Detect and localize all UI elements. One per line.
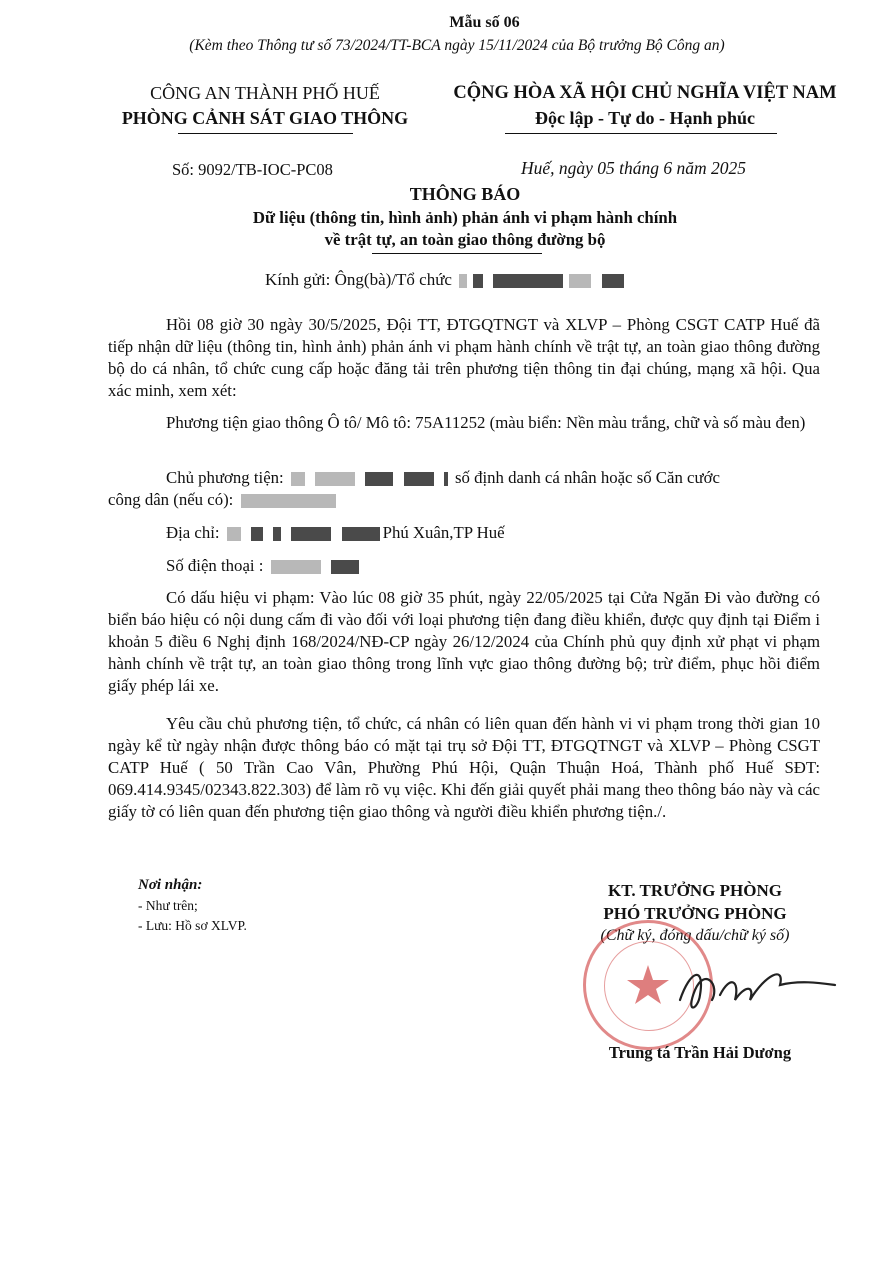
- document-number: Số: 9092/TB-IOC-PC08: [172, 160, 333, 179]
- signer-name: Trung tá Trần Hải Dương: [608, 1043, 792, 1062]
- address-line: Địa chỉ: Phú Xuân,TP Huế: [166, 523, 505, 542]
- sign-title-1: KT. TRƯỞNG PHÒNG: [608, 881, 782, 900]
- nation-motto: Độc lập - Tự do - Hạnh phúc: [534, 108, 756, 128]
- title-underline: [372, 253, 542, 254]
- paragraph-intake: Hồi 08 giờ 30 ngày 30/5/2025, Đội TT, ĐTGQTNGT và XLVP – Phòng CSGT CATP Huế đã tiếp nhận dữ liệu (thông tin, hình ảnh) phản ánh vi phạm hành chính về trật tự, an toàn giao thông đường bộ do cá nhân, tổ chức cung cấp hoặc đăng tải trên phương tiện thông tin đại chúng, mạng xã hội. Qua xác minh, xem xét:: [108, 315, 820, 400]
- recipient-line: Kính gửi: Ông(bà)/Tổ chức: [265, 270, 627, 290]
- owner-id-line: công dân (nếu có):: [108, 490, 339, 510]
- document-title: THÔNG BÁO: [409, 184, 521, 204]
- nation-title: CỘNG HÒA XÃ HỘI CHỦ NGHĨA VIỆT NAM: [453, 83, 837, 103]
- recipients-title: Nơi nhận:: [138, 877, 203, 893]
- org-department: PHÒNG CẢNH SÁT GIAO THÔNG: [121, 108, 409, 128]
- signature: [650, 955, 840, 1025]
- sign-title-2: PHÓ TRƯỞNG PHÒNG: [603, 904, 787, 923]
- form-reference: (Kèm theo Thông tư số 73/2024/TT-BCA ngày 15/11/2024 của Bộ trưởng Bộ Công an): [189, 37, 725, 54]
- place-date: Huế, ngày 05 tháng 6 năm 2025: [521, 158, 747, 178]
- org-name: CÔNG AN THÀNH PHỐ HUẾ: [150, 83, 380, 103]
- recipient-item-2: - Lưu: Hồ sơ XLVP.: [138, 918, 247, 933]
- owner-line: Chủ phương tiện: số định danh cá nhân hoặc số Căn cước: [166, 468, 720, 487]
- sign-note: (Chữ ký, đóng dấu/chữ ký số): [600, 927, 790, 944]
- paragraph-request: Yêu cầu chủ phương tiện, tổ chức, cá nhân có liên quan đến hành vi vi phạm trong thời gian 10 ngày kể từ ngày nhận được thông báo có mặt tại trụ sở Đội TT, ĐTGQTNGT và XLVP – Phòng CSGT CATP Huế ( 50 Trần Cao Vân, Phường Phú Hội, Quận Thuận Hoá, Thành phố Huế SĐT: 069.414.9345/02343.822.303) để làm rõ vụ việc. Khi đến giải quyết phải mang theo thông báo này và các giấy tờ có liên quan đến phương tiện giao thông và người điều khiển phương tiện./.: [108, 714, 820, 821]
- document-subtitle-2: về trật tự, an toàn giao thông đường bộ: [324, 230, 606, 249]
- form-number: Mẫu số 06: [449, 14, 520, 31]
- phone-line: Số điện thoại :: [166, 556, 362, 576]
- paragraph-violation: Có dấu hiệu vi phạm: Vào lúc 08 giờ 35 phút, ngày 22/05/2025 tại Cửa Ngăn Đi vào đường có biển báo hiệu có nội dung cấm đi vào đối với loại phương tiện đang điều khiển, được quy định tại Điểm i khoản 5 điều 6 Nghị định 168/2024/NĐ-CP ngày 26/12/2024 của Chính phủ quy định xử phạt vi phạm hành chính về trật tự, an toàn giao thông trong lĩnh vực giao thông đường bộ; trừ điểm, phục hồi điểm giấy phép lái xe.: [108, 588, 820, 695]
- motto-underline: [505, 133, 777, 134]
- vehicle-info: Phương tiện giao thông Ô tô/ Mô tô: 75A11252 (màu biển: Nền màu trắng, chữ và số màu đen): [166, 413, 806, 432]
- org-underline: [178, 133, 353, 134]
- document-subtitle-1: Dữ liệu (thông tin, hình ảnh) phản ánh vi phạm hành chính: [252, 208, 678, 227]
- recipient-item-1: - Như trên;: [138, 898, 198, 913]
